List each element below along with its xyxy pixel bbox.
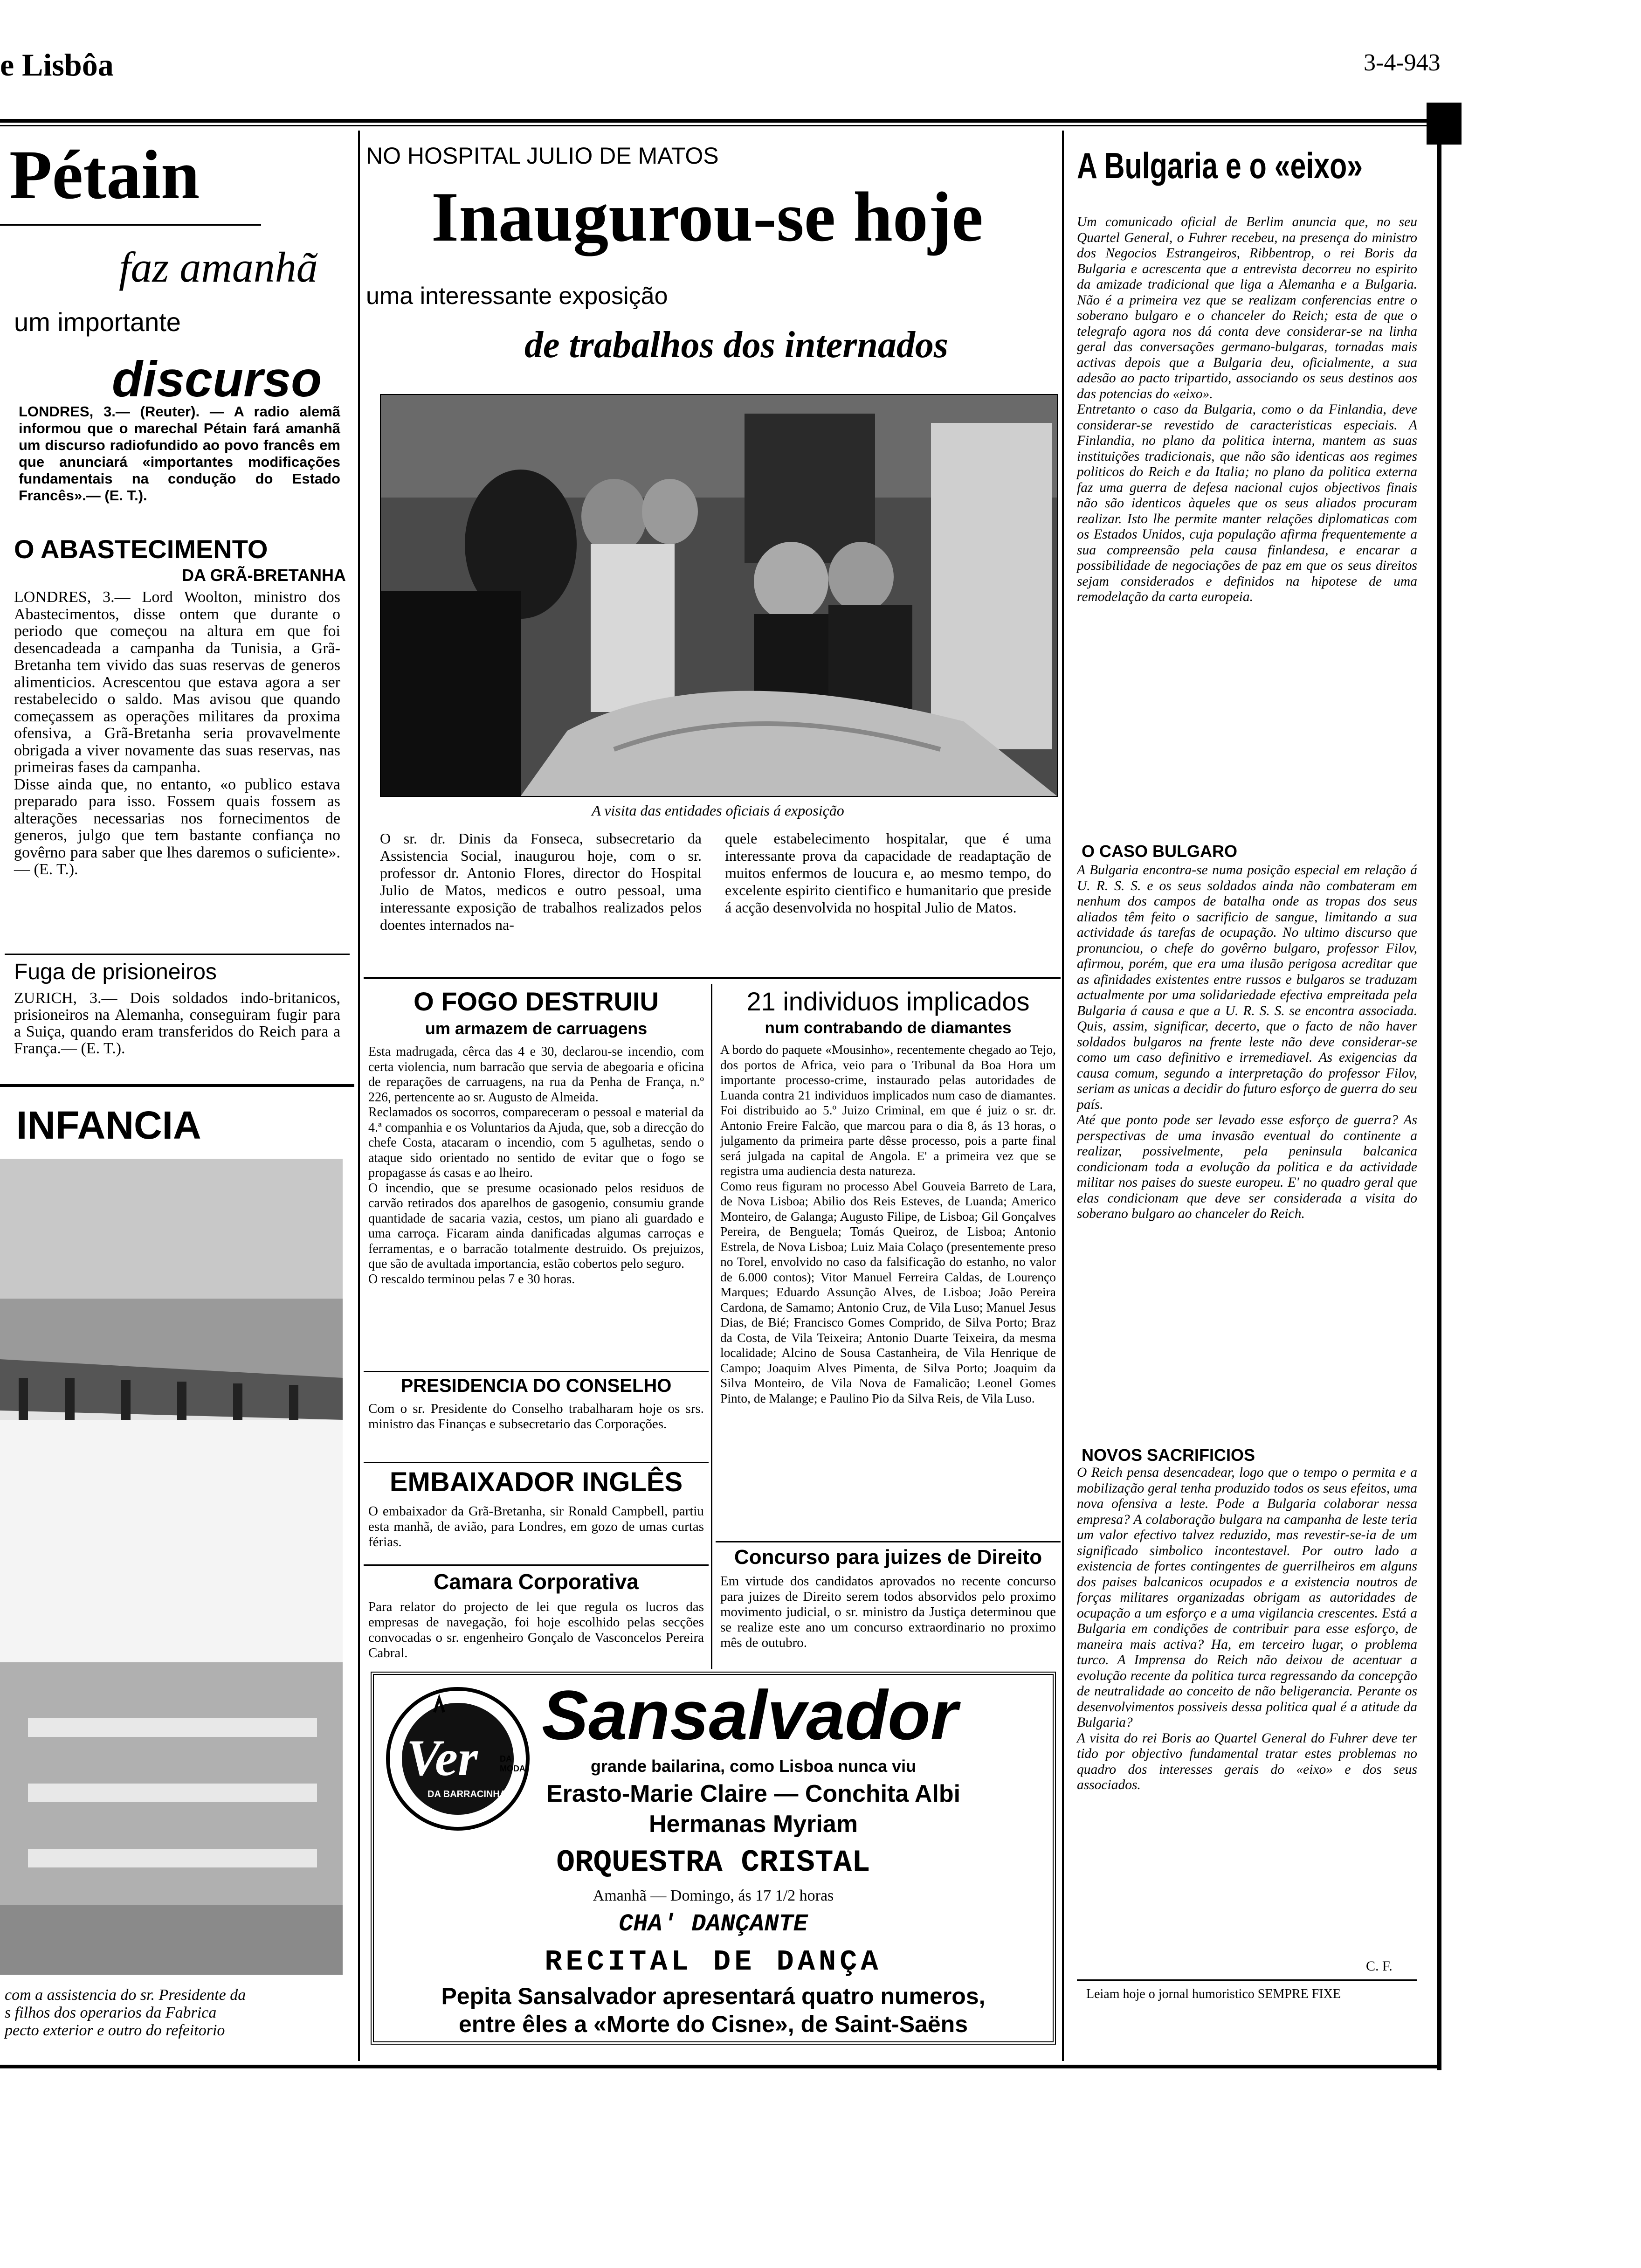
hospital-title: Inaugurou-se hoje — [431, 178, 983, 256]
ad-logo-side: DA MODA — [500, 1754, 525, 1773]
ad-name: Sansalvador — [542, 1676, 958, 1754]
camara-rule — [364, 1564, 709, 1566]
concurso-title: Concurso para juizes de Direito — [734, 1546, 1042, 1569]
infancia-title: INFANCIA — [16, 1103, 201, 1147]
fuga-title: Fuga de prisioneiros — [14, 960, 217, 984]
bulgaria-title: A Bulgaria e o «eixo» — [1077, 145, 1363, 186]
ad-tagline: grande bailarina, como Lisboa nunca viu — [591, 1756, 917, 1776]
petain-line1: faz amanhã — [119, 243, 318, 291]
sansalvador-ad — [371, 1672, 1056, 2045]
fuga-body: ZURICH, 3.— Dois soldados indo-britanicos, prisioneiros na Alemanha, conseguiram fugir para a Suiça, quando eram transferidos do Reich para a França.— (E. T.). — [14, 989, 340, 1057]
ad-cha: CHA' DANÇANTE — [619, 1910, 808, 1938]
infancia-caption: com a assistencia do sr. Presidente da s filhos dos operarios da Fabrica pecto exterior e outro do refeitorio — [5, 1986, 246, 2039]
hospital-kicker: NO HOSPITAL JULIO DE MATOS — [366, 143, 719, 169]
diamantes-subtitle: num contrabando de diamantes — [765, 1019, 1012, 1037]
embaixador-title: EMBAIXADOR INGLÊS — [389, 1467, 683, 1497]
infancia-photo-illustration — [0, 1159, 343, 1975]
petain-title-rule — [0, 224, 261, 226]
ad-logo-small: DA BARRACINHA — [427, 1789, 507, 1799]
bulgaria-footer: Leiam hoje o jornal humoristico SEMPRE FIXE — [1086, 1987, 1341, 2001]
top-rule-thin — [0, 125, 1427, 126]
presidencia-title: PRESIDENCIA DO CONSELHO — [400, 1376, 672, 1396]
ad-footer1: Pepita Sansalvador apresentará quatro numeros, — [441, 1983, 986, 2009]
ad-artists2: Hermanas Myriam — [649, 1811, 858, 1838]
ad-time: Amanhã — Domingo, ás 17 1/2 horas — [593, 1887, 834, 1904]
bulgaria-sacrificios-title: NOVOS SACRIFICIOS — [1082, 1445, 1255, 1465]
abastecimento-subtitle: DA GRÃ-BRETANHA — [182, 566, 346, 585]
page-date: 3-4-943 — [1364, 49, 1441, 76]
bottom-rule — [0, 2065, 1441, 2068]
embaixador-body: O embaixador da Grã-Bretanha, sir Ronald Campbell, partiu esta manhã, de avião, para Londres, em gozo de umas curtas férias. — [368, 1504, 704, 1549]
hospital-photo-caption: A visita das entidades oficiais á exposição — [592, 802, 844, 819]
fogo-body: Esta madrugada, cêrca das 4 e 30, declarou-se incendio, com certa violencia, num barracão que servia de abegoaria e oficina de reparações de carruagens, na rua da Penha de França, n.º 226, pertencente ao sr. Augusto de Almeida. Reclamados os socorros, compareceram o pessoal e material da 4.ª companhia e os Voluntarios da Ajuda, que, sob a direcção do chefe Costa, atacaram o incendio, com 5 agulhetas, sendo o ataque sido orientado no sentido de evitar que o fogo se propagasse ás casas e ao lheiro. O incendio, que se presume ocasionado pelos residuos de carvão retirados dos aparelhos de gasogenio, consumiu grande quantidade de sacaria vazia, cestos, um piano ali guardado e uma carroça. Ficaram ainda danificadas algumas carroças e ferramentas, e o barracão totalmente destruido. Os prejuizos, que são de avultada importancia, estão cobertos pelo seguro. O rescaldo terminou pelas 7 e 30 horas. — [368, 1044, 704, 1286]
bulgaria-intro: Um comunicado oficial de Berlim anuncia que, no seu Quartel General, o Fuhrer recebeu, na presença do ministro dos Negocios Estrangeiros, Ribbentrop, o rei Boris da Bulgaria e acrescenta que a entrevista decorreu no espirito da amizade tradicional que liga a Alemanha e a Bulgaria. Não é a primeira vez que se realizam conferencias entre o soberano bulgaro e o chanceler do Reich; esta de que o telegrafo agora nos dá conta deve considerar-se na linha geral das conversações germano-bulgaras, tornadas mais activas depois que a Bulgaria deu, oficialmente, a sua adesão ao pacto tripartido, associando os seus destinos aos das potencias do «eixo». Entretanto o caso da Bulgaria, como o da Finlandia, deve considerar-se revestido de caracteristicas especiais. A Finlandia, no plano da politica interna, mantem as suas instituições tradicionais, que não são identicas aos regimes politicos do Reich e da Italia; no plano da politica externa faz uma guerra de defesa nacional cujos objectivos finais não são identicos àqueles que os seus aliados procuram realizar. Isto lhe permite manter relações diplomaticas com os Estados Unidos, cuja população afirma frequentemente a sua compreensão pela causa finlandesa, e encarar a possibilidade de negociações de paz em que os seus direitos sejam considerados e definidos na hipotese de uma remodelação da carta europeia. — [1077, 214, 1417, 604]
abastecimento-title: O ABASTECIMENTO — [14, 534, 268, 564]
camara-body: Para relator do projecto de lei que regula os lucros das empresas de navegação, foi hoje escolhido pelas secções convocadas o sr. engenheiro Gonçalo de Vasconcelos Pereira Cabral. — [368, 1599, 704, 1660]
petain-line2: um importante — [14, 307, 181, 337]
hospital-photo-illustration — [381, 395, 1057, 796]
diamantes-body: A bordo do paquete «Mousinho», recentemente chegado ao Tejo, dos portos de Africa, veio para o Tribunal da Boa Hora um importante processo-crime, instaurado pelas autoridades de Luanda contra 21 individuos implicados num caso de diamantes. Foi distribuido ao 5.º Juizo Criminal, em que é juiz o sr. dr. Antonio Freire Falcão, que marcou para o dia 8, ás 13 horas, o julgamento da primeira parte dêsse processo, pois a parte final será julgada na capital de Angola. E' a primeira vez que se registra uma audiencia desta natureza. Como reus figuram no processo Abel Gouveia Barreto de Lara, de Nova Lisboa; Abilio dos Reis Esteves, de Luanda; Americo Monteiro, de Galanga; Augusto Filipe, de Lisboa; Gil Gonçalves Pereira, de Benguela; Tomás Queiroz, de Lisboa; Antonio Estrela, de Nova Lisboa; Luiz Maia Colaço (presentemente preso no Torel, envolvido no caso da falsificação do estanho, no valor de 6.000 contos); Vitor Manuel Ferreira Caldas, de Lourenço Marques; Eduardo Assunção Alves, de Lisboa; João Pereira Cardona, de Samamo; Antonio Cruz, de Vila Luso; Manuel Jesus Dias, de Bié; Francisco Gomes Comprido, de Silva Porto; Braz da Costa, de Vila Teixeira; Antonio Duarte Teixeira, da mesma localidade; Alcino de Sousa Castanheira, de Vila Henrique de Campo; Joaquim Alves Pimenta, de Silva Porto; Joaquim da Silva Monteiro, de Vila Nova de Famalicão; Leonel Gomes Pinto, de Malange; e Paulino Pio da Silva Reis, de Vila Luso. — [720, 1042, 1056, 1405]
right-border-block — [1427, 103, 1462, 145]
presidencia-body: Com o sr. Presidente do Conselho trabalharam hoje os srs. ministro das Finanças e subsecretario das Corporações. — [368, 1401, 704, 1431]
infancia-photo — [0, 1159, 343, 1975]
hospital-body-right: quele estabelecimento hospitalar, que é uma interessante prova da capacidade de readaptação de muitos enfermos de loucura e, ao mesmo tempo, do excelente espirito cientifico e humanitario que preside á acção desenvolvida no hospital Julio de Matos. — [725, 830, 1051, 916]
divider-col1 — [358, 131, 360, 2061]
concurso-body: Em virtude dos candidatos aprovados no recente concurso para juizes de Direito serem todos absorvidos pelo proximo movimento judicial, o sr. ministro da Justiça determinou que se realize este ano um concurso extraordinario no proximo mês de outubro. — [720, 1574, 1056, 1650]
petain-line3: discurso — [112, 351, 322, 407]
ad-artists1: Erasto-Marie Claire — Conchita Albi — [546, 1780, 961, 1807]
bulgaria-sacrificios-body: O Reich pensa desencadear, logo que o tempo o permita e a mobilização geral tenha produzido todos os seus efeitos, uma nova ofensiva a leste. Pode a Bulgaria colaborar nessa empresa? A colaboração bulgara na campanha de leste teria um valor efectivo talvez reduzido, mas revestir-se-ia de um significado simbolico incontestavel. Por outro lado a existencia de fortes contingentes de guerrilheiros em alguns dos paises balcanicos ocupados e a existencia noutros de forças militares organizadas obrigam as autoridades de ocupação a um esforço e a uma vigilancia crescentes. Está a Bulgaria em condições de contribuir para esse esforço, de maneira mais activa? Ha, em terceiro lugar, o problema turco. A Imprensa do Reich não deixou de acentuar a evolução recente da politica turca regressando da concepção de neutralidade ao conceito de não beligerancia. Perante os desenvolvimentos possiveis dessa politica qual é a atitude da Bulgaria? A visita do rei Boris ao Quartel General do Fuhrer deve ter tido por objectivo fundamental tratar estes problemas no quadro dos interesses gerais do «eixo» e dos seus associados. — [1077, 1465, 1417, 1792]
bulgaria-signature: C. F. — [1366, 1958, 1393, 1974]
city-name: e Lisbôa — [0, 47, 114, 83]
ad-logo-text: Ver — [407, 1729, 478, 1786]
embaixador-rule — [364, 1462, 709, 1463]
camara-title: Camara Corporativa — [434, 1570, 639, 1594]
divider-col3 — [1062, 131, 1064, 2061]
bulgaria-caso-title: O CASO BULGARO — [1082, 842, 1238, 861]
divider-col2-split — [711, 984, 712, 1669]
bulgaria-footer-rule — [1077, 1979, 1417, 1981]
fuga-rule — [5, 954, 350, 955]
ad-footer2: entre êles a «Morte do Cisne», de Saint-Saëns — [458, 2011, 968, 2037]
top-rule — [0, 119, 1427, 123]
presidencia-rule — [364, 1371, 709, 1372]
bulgaria-caso-body: A Bulgaria encontra-se numa posição especial em relação á U. R. S. S. e os seus soldados ainda não combateram em nenhum dos campos de batalha onde as tropas dos seus aliados têm feito o sacrificio de sangue, limitando a sua actividade ás tarefas de ocupação. No ultimo discurso que pronunciou, o chefe do govêrno bulgaro, professor Filov, afirmou, porém, que era uma ilusão perigosa acreditar que as afinidades existentes entre russos e bulgaros se traduzam actualmente por uma solidariedade efectiva empreitada pela Bulgaria á causa e que a U. R. S. S. se encontra associada. Quis, assim, significar, decerto, que o facto de não haver soldados bulgaros na frente leste não deve considerar-se como um caso definitivo e irremediavel. As exigencias da causa comum, segundo a interpretação do professor Filov, seriam as unicas a decidir do futuro esforço de guerra do seu país. Até que ponto pode ser levado esse esforço de guerra? As perspectivas de uma invasão eventual do continente a realizar, possivelmente, pela peninsula balcanica condicionam toda a evolução da politica e da actividade militar nos paises do sueste europeu. E' no quadro geral que elas condicionam que deve ser considerada a visita do soberano bulgaro ao chanceler do Reich. — [1077, 863, 1417, 1221]
hospital-sub1: uma interessante exposição — [366, 283, 668, 310]
hospital-sub2: de trabalhos dos internados — [524, 325, 949, 366]
diamantes-title: 21 individuos implicados — [746, 987, 1030, 1016]
right-border-line — [1437, 145, 1441, 2070]
hospital-photo — [380, 394, 1058, 797]
page-header — [0, 0, 1641, 121]
infancia-rule — [0, 1084, 354, 1087]
hospital-body-left: O sr. dr. Dinis da Fonseca, subsecretario da Assistencia Social, inaugurou hoje, com o sr. professor dr. Antonio Flores, director do Hospital Julio de Matos, medicos e outro pessoal, uma interessante exposição de trabalhos realizados pelos doentes internados na- — [380, 830, 702, 933]
ad-recital: RECITAL DE DANÇA — [545, 1945, 882, 1978]
abastecimento-body: LONDRES, 3.— Lord Woolton, ministro dos Abastecimentos, disse ontem que durante o periodo que começou na altura em que foi desencadeada a campanha da Tunisia, a Grã-Bretanha tem vivido das suas reservas de generos alimenticios. Acrescentou que estava agora a ser restabelecido o saldo. Mas avisou que quando começassem as operações militares da proxima ofensiva, a Grã-Bretanha seria provavelmente obrigada a viver novamente das suas reservas, nas primeiras fases da campanha. Disse ainda que, no entanto, «o publico estava preparado para isso. Fossem quais fossem as alterações necessarias nos fornecimentos de generos, julgo que tem bastante confiança no govêrno para saber que lhes daremos o suficiente».— (E. T.). — [14, 588, 340, 878]
hospital-bottom-rule — [364, 977, 1061, 979]
ad-orchestra: ORQUESTRA CRISTAL — [556, 1845, 870, 1880]
concurso-rule — [716, 1541, 1061, 1542]
fogo-title: O FOGO DESTRUIU — [414, 987, 659, 1016]
fogo-subtitle: um armazem de carruagens — [425, 1019, 648, 1038]
petain-title: Pétain — [9, 136, 200, 214]
petain-body: LONDRES, 3.— (Reuter). — A radio alemã informou que o marechal Pétain fará amanhã um discurso radiofundido ao povo francês em que anunciará «importantes modificações fundamentais na condução do Estado Francês».— (E. T.). — [19, 403, 340, 504]
ad-logo — [383, 1684, 532, 1833]
